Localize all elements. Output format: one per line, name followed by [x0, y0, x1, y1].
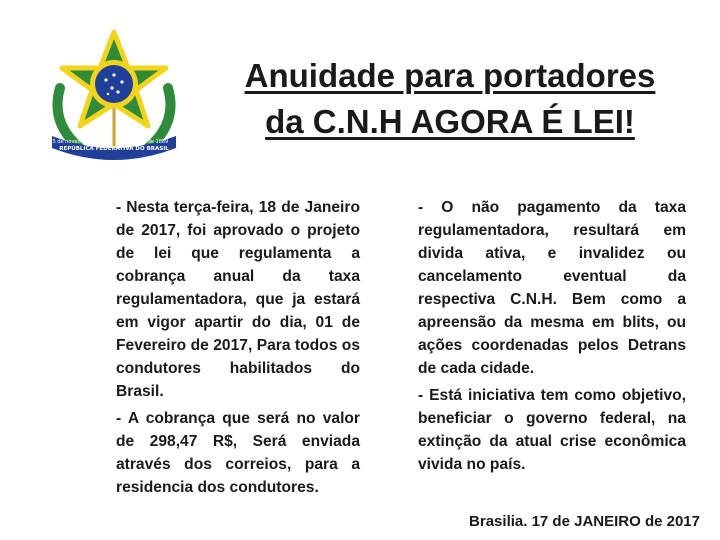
seal-date-left: 15 de novembro: [49, 139, 91, 145]
left-paragraph-1: - Nesta terça-feira, 18 de Janeiro de 2017, foi aprovado o projeto de lei que regulamenta a cobrança anual da taxa regulamentadora, que ja estará em vigor apartir do dia, 01 de Fevereiro de 2017, Para todos os condutores habilitados do Brasil.: [116, 199, 360, 400]
seal-ribbon-text: REPÚBLICA FEDERATIVA DO BRASIL: [59, 146, 169, 152]
right-column: [418, 196, 686, 480]
right-paragraph-2: - Está iniciativa tem como objetivo, beneficiar o governo federal, na extinção da atual crise econômica vivida no país.: [418, 387, 686, 473]
footer-date: Brasilia. 17 de JANEIRO de 2017: [469, 513, 700, 530]
title-line-2: da C.N.H AGORA É LEI!: [265, 103, 635, 140]
brazil-coat-of-arms-icon: [40, 28, 188, 164]
title-line-1: Anuidade para portadores: [244, 57, 656, 94]
page-title: [200, 56, 700, 142]
coat-of-arms-graphic: [40, 28, 188, 164]
left-paragraph-2: - A cobrança que será no valor de 298,47 R$, Será enviada através dos correios, para a residencia dos condutores.: [116, 410, 360, 496]
seal-date-right: de 1889: [147, 139, 169, 145]
left-column: [116, 196, 360, 503]
right-paragraph-1: - O não pagamento da taxa regulamentadora, resultará em divida ativa, e invalidez ou cancelamento eventual da respectiva C.N.H. Bem como a apreensão da mesma em blits, ou ações coordenadas pelos Detrans de cada cidade.: [418, 199, 686, 377]
